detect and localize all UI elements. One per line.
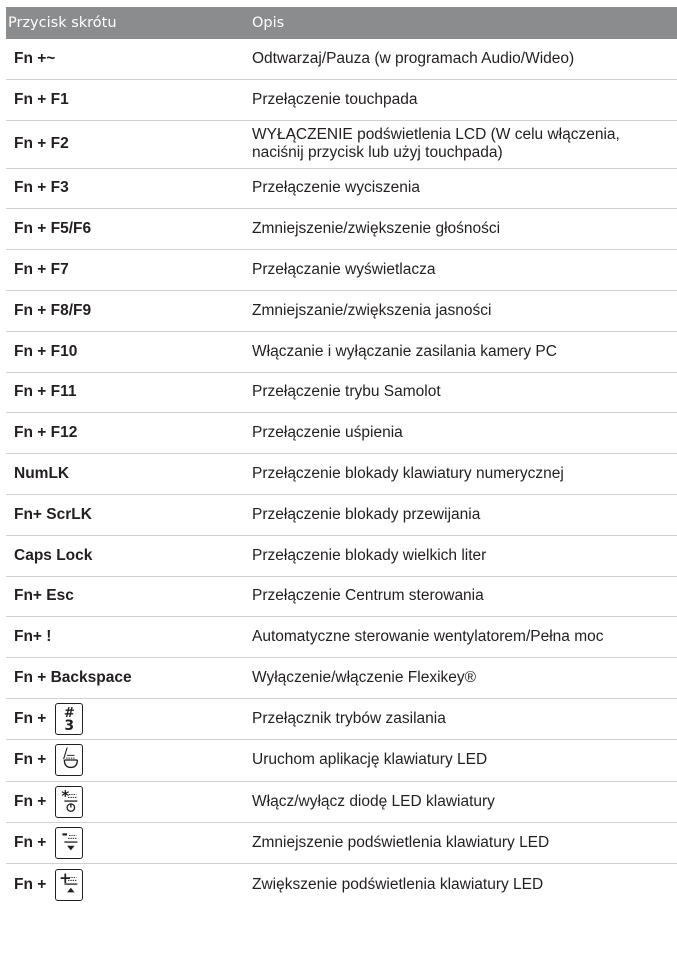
description: Przełączenie blokady przewijania xyxy=(252,505,481,523)
description: Przełączenie Centrum sterowania xyxy=(252,587,484,605)
hotkey: Fn + F10 xyxy=(14,342,78,360)
table-row xyxy=(6,209,677,250)
hotkey: Caps Lock xyxy=(14,546,93,564)
hotkey: Fn +~ xyxy=(14,49,56,67)
table-row xyxy=(6,121,677,169)
table-row xyxy=(6,658,677,699)
description: Przełącznik trybów zasilania xyxy=(252,710,446,728)
hash-3-key-icon xyxy=(55,703,83,735)
table-row xyxy=(6,495,677,536)
description: WYŁĄCZENIE podświetlenia LCD (W celu włączenia, naciśnij przycisk lub użyj touchpada) xyxy=(252,126,620,162)
hotkey-prefix: Fn + xyxy=(14,710,47,728)
hotkey: Fn+ Esc xyxy=(14,587,74,605)
description: Przełączanie wyświetlacza xyxy=(252,261,436,279)
description: Odtwarzaj/Pauza (w programach Audio/Wideo) xyxy=(252,49,575,67)
table-header xyxy=(6,7,677,39)
table-row xyxy=(6,291,677,332)
hotkey-prefix: Fn + xyxy=(14,751,47,769)
asterisk-led-power-key-icon xyxy=(55,786,83,818)
description: Automatyczne sterowanie wentylatorem/Pełna moc xyxy=(252,628,604,646)
key-glyph-top: / xyxy=(62,746,68,763)
description: Uruchom aplikację klawiatury LED xyxy=(252,751,488,769)
hotkey: Fn + F7 xyxy=(14,261,69,279)
description: Przełączenie blokady wielkich liter xyxy=(252,546,487,564)
table-row xyxy=(6,699,677,740)
hotkey: Fn + F11 xyxy=(14,383,77,401)
led-power-icon xyxy=(56,787,82,817)
description: Przełączenie uśpienia xyxy=(252,424,403,442)
description: Przełączenie wyciszenia xyxy=(252,179,420,197)
table-row xyxy=(6,740,677,781)
hotkey-prefix: Fn + xyxy=(14,792,47,810)
table-row xyxy=(6,577,677,618)
hotkey: Fn + F5/F6 xyxy=(14,220,92,238)
header-description: Opis xyxy=(252,15,285,31)
description: Zmniejszanie/zwiększenia jasności xyxy=(252,301,492,319)
table-row xyxy=(6,413,677,454)
header-hotkey: Przycisk skrótu xyxy=(8,15,117,31)
description: Zwiększenie podświetlenia klawiatury LED xyxy=(252,875,544,893)
led-app-icon xyxy=(56,745,82,775)
minus-led-down-key-icon xyxy=(55,824,83,859)
slash-led-app-key-icon xyxy=(55,744,83,776)
table-row xyxy=(6,536,677,577)
key-glyph-bottom: 3 xyxy=(64,718,75,735)
table-row xyxy=(6,80,677,121)
hotkey: Fn + F8/F9 xyxy=(14,301,92,319)
description: Wyłączenie/włączenie Flexikey® xyxy=(252,669,477,687)
hotkey: Fn + F2 xyxy=(14,135,69,153)
table-row xyxy=(6,39,677,80)
hotkey: Fn + F12 xyxy=(14,424,78,442)
table-row xyxy=(6,823,677,864)
table-row xyxy=(6,373,677,414)
hotkey: Fn + Backspace xyxy=(14,669,132,687)
hotkey: Fn + F1 xyxy=(14,90,69,108)
hotkey: Fn+ ! xyxy=(14,628,52,646)
description: Przełączenie blokady klawiatury numerycznej xyxy=(252,465,564,483)
hotkey: Fn+ ScrLK xyxy=(14,505,92,523)
description: Zmniejszenie/zwiększenie głośności xyxy=(252,220,501,238)
description: Zmniejszenie podświetlenia klawiatury LED xyxy=(252,833,550,851)
hotkey: Fn + F3 xyxy=(14,179,69,197)
key-glyph-top: # xyxy=(63,706,75,722)
hotkey-prefix: Fn + xyxy=(14,875,47,893)
description: Włączanie i wyłączanie zasilania kamery PC xyxy=(252,342,557,360)
table-row xyxy=(6,332,677,373)
table-row xyxy=(6,169,677,210)
table-row xyxy=(6,617,677,658)
plus-led-up-key-icon xyxy=(55,869,83,901)
hotkey: NumLK xyxy=(14,465,70,483)
led-down-icon xyxy=(56,828,82,858)
description: Przełączenie trybu Samolot xyxy=(252,383,441,401)
key-glyph-top: - xyxy=(61,824,68,843)
description: Włącz/wyłącz diodę LED klawiatury xyxy=(252,792,495,810)
table-row xyxy=(6,454,677,495)
key-glyph-top: * xyxy=(61,786,70,805)
table-row xyxy=(6,782,677,823)
key-glyph-top: + xyxy=(59,868,72,887)
table-row xyxy=(6,250,677,291)
hotkey-table xyxy=(6,7,677,905)
table-row xyxy=(6,864,677,905)
hotkey-prefix: Fn + xyxy=(14,833,47,851)
led-up-icon xyxy=(56,870,82,900)
description: Przełączenie touchpada xyxy=(252,90,418,108)
